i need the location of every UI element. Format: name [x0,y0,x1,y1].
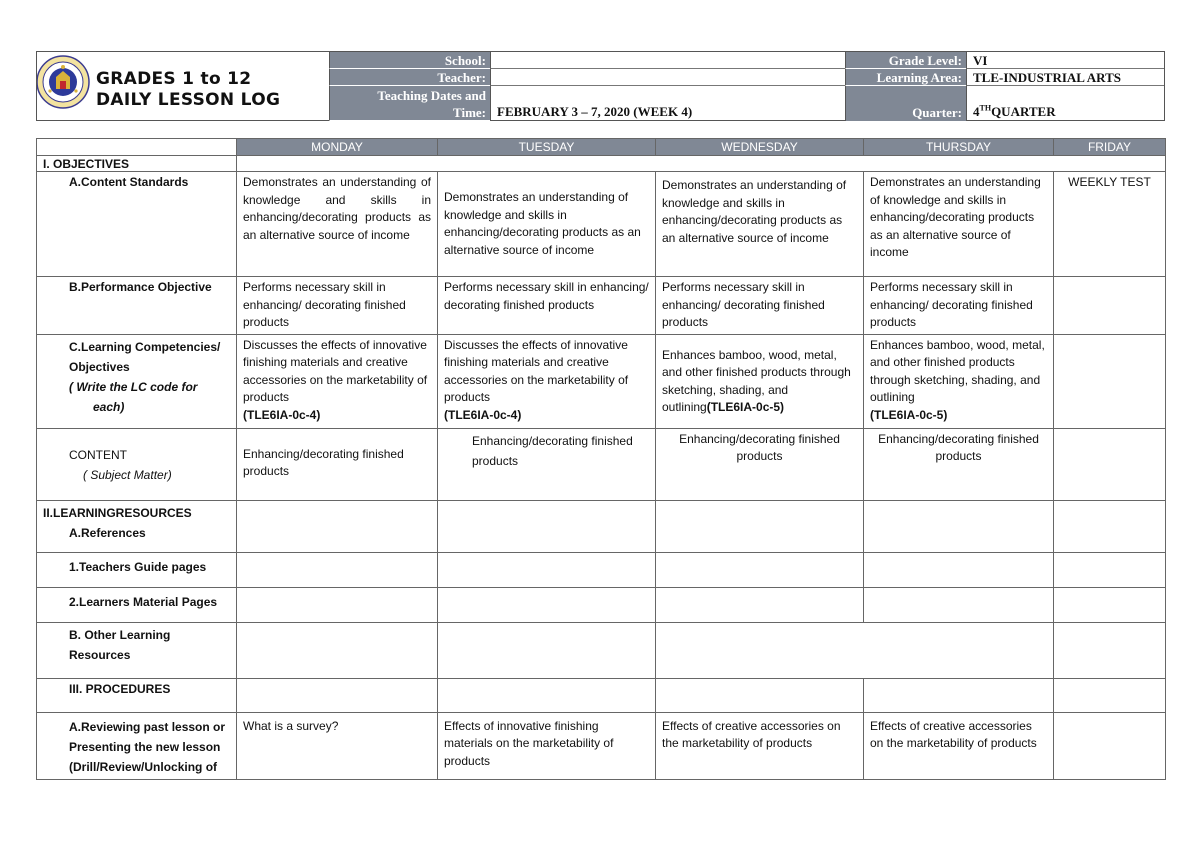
teaching-dates-label [329,86,490,121]
content-standards-monday[interactable]: Demonstrates an understanding of knowledge and skills in enhancing/decorating products as an alternative source of income [237,172,438,277]
learners-material-monday[interactable] [237,587,438,622]
references-monday[interactable] [237,500,438,552]
learning-area-value[interactable]: TLE-INDUSTRIAL ARTS [966,69,1164,86]
teacher-value[interactable] [490,69,845,86]
content-note: ( Subject Matter) [83,467,172,482]
competency-code: (TLE6IA-0c-5) [706,400,785,414]
competencies-label [37,334,237,428]
teaching-dates-label-line2: Time: [453,105,486,120]
school-label: School: [329,52,490,69]
performance-objective-friday[interactable] [1054,277,1166,335]
table-row [37,428,1166,500]
other-resources-tuesday[interactable] [438,622,656,678]
references-label: A.References [69,525,146,540]
procedures-label [37,678,237,712]
competencies-label-line2: Objectives [69,359,130,374]
school-value[interactable] [490,52,845,69]
performance-objective-tuesday[interactable]: Performs necessary skill in enhancing/ decorating finished products [438,277,656,335]
references-thursday[interactable] [864,500,1054,552]
competency-text: Discusses the effects of innovative finishing materials and creative accessories on the marketability of products [243,337,428,404]
day-header-monday: MONDAY [237,139,438,156]
quarter-value[interactable] [966,86,1164,121]
performance-objective-monday[interactable]: Performs necessary skill in enhancing/ decorating finished products [237,277,438,335]
competencies-label-line1: C.Learning Competencies/ [69,339,221,354]
header-info-box [36,51,1165,121]
teachers-guide-thursday[interactable] [864,552,1054,587]
teaching-dates-label-line1: Teaching Dates and [377,88,486,103]
table-row [37,587,1166,622]
learners-material-friday[interactable] [1054,587,1166,622]
teachers-guide-label-text: 1.Teachers Guide pages [69,559,207,574]
day-header-friday: FRIDAY [1054,139,1166,156]
procedures-wednesday[interactable] [656,678,864,712]
competencies-note: ( Write the LC code for each) [69,379,198,414]
competencies-tuesday[interactable] [438,334,656,428]
objectives-section-label: I. OBJECTIVES [37,156,237,172]
teachers-guide-wednesday[interactable] [656,552,864,587]
references-tuesday[interactable] [438,500,656,552]
quarter-number: 4 [973,104,980,119]
content-standards-label-text: A.Content Standards [69,175,189,189]
references-wednesday[interactable] [656,500,864,552]
teachers-guide-monday[interactable] [237,552,438,587]
grade-level-value[interactable]: VI [966,52,1164,69]
teachers-guide-friday[interactable] [1054,552,1166,587]
learners-material-thursday[interactable] [864,587,1054,622]
document-title-line2: DAILY LESSON LOG [96,90,281,110]
competencies-friday[interactable] [1054,334,1166,428]
learning-area-label: Learning Area: [845,69,966,86]
grade-level-label: Grade Level: [845,52,966,69]
other-resources-friday[interactable] [1054,622,1166,678]
content-standards-friday[interactable]: WEEKLY TEST [1054,172,1166,277]
corner-cell [37,139,237,156]
competencies-thursday[interactable] [864,334,1054,428]
table-row [37,156,1166,172]
quarter-label: Quarter: [845,86,966,121]
table-row [37,622,1166,678]
performance-objective-wednesday[interactable]: Performs necessary skill in enhancing/ decorating finished products [656,277,864,335]
other-resources-label [37,622,237,678]
competency-code: (TLE6IA-0c-5) [870,407,948,422]
performance-objective-label-text: B.Performance Objective [69,280,212,294]
teachers-guide-tuesday[interactable] [438,552,656,587]
content-tuesday[interactable]: Enhancing/decorating finished products [438,428,656,500]
teaching-dates-value[interactable]: FEBRUARY 3 – 7, 2020 (WEEK 4) [490,86,845,121]
competency-code: (TLE6IA-0c-4) [444,407,522,422]
learning-resources-label [37,500,237,552]
reviewing-wednesday[interactable]: Effects of creative accessories on the marketability of products [656,712,864,779]
quarter-word: QUARTER [991,104,1056,119]
competency-text: Enhances bamboo, wood, metal, and other finished products through sketching, shading, and outlining [870,337,1045,404]
content-standards-tuesday[interactable]: Demonstrates an understanding of knowledge and skills in enhancing/decorating products as an alternative source of income [438,172,656,277]
document-title-line1: GRADES 1 to 12 [96,69,252,89]
learners-material-tuesday[interactable] [438,587,656,622]
procedures-thursday[interactable] [864,678,1054,712]
table-row [37,172,1166,277]
content-standards-label [37,172,237,277]
other-resources-wednesday-thursday[interactable] [656,622,1054,678]
teacher-label: Teacher: [329,69,490,86]
table-row [37,334,1166,428]
learning-resources-label-text: II.LEARNINGRESOURCES [43,505,192,520]
table-row [37,277,1166,335]
other-resources-monday[interactable] [237,622,438,678]
reviewing-thursday[interactable]: Effects of creative accessories on the marketability of products [864,712,1054,779]
objectives-section-cell[interactable] [237,156,1166,172]
competency-text: Discusses the effects of innovative finishing materials and creative accessories on the marketability of products [444,337,629,404]
reviewing-tuesday[interactable]: Effects of innovative finishing materials on the marketability of products [438,712,656,779]
performance-objective-label [37,277,237,335]
table-row [37,552,1166,587]
procedures-friday[interactable] [1054,678,1166,712]
competency-code: (TLE6IA-0c-4) [243,407,321,422]
content-label-text: CONTENT [69,447,127,462]
reviewing-monday[interactable]: What is a survey? [237,712,438,779]
quarter-suffix: TH [979,103,992,113]
reviewing-label [37,712,237,779]
other-resources-label-text: B. Other Learning Resources [69,627,171,662]
procedures-monday[interactable] [237,678,438,712]
procedures-label-text: III. PROCEDURES [69,681,171,696]
competency-text: Enhances bamboo, wood, metal, and other finished products through sketching, shading, and outlining [662,347,851,414]
competencies-wednesday[interactable] [656,334,864,428]
learners-material-label-text: 2.Learners Material Pages [69,594,218,609]
table-row [37,712,1166,779]
day-header-wednesday: WEDNESDAY [656,139,864,156]
reviewing-friday[interactable] [1054,712,1166,779]
procedures-tuesday[interactable] [438,678,656,712]
content-standards-wednesday[interactable]: Demonstrates an understanding of knowledge and skills in enhancing/decorating products as an alternative source of income [656,172,864,277]
content-label [37,428,237,500]
day-header-row [37,139,1166,156]
learners-material-wednesday[interactable] [656,587,864,622]
competencies-monday[interactable] [237,334,438,428]
references-friday[interactable] [1054,500,1166,552]
day-header-thursday: THURSDAY [864,139,1054,156]
performance-objective-thursday[interactable]: Performs necessary skill in enhancing/ decorating finished products [864,277,1054,335]
teachers-guide-label [37,552,237,587]
reviewing-label-text: A.Reviewing past lesson or Presenting the new lesson (Drill/Review/Unlocking of [69,719,226,774]
day-header-tuesday: TUESDAY [438,139,656,156]
content-monday[interactable]: Enhancing/decorating finished products [237,428,438,500]
learners-material-label [37,587,237,622]
content-thursday[interactable]: Enhancing/decorating finished products [864,428,1054,500]
content-wednesday[interactable]: Enhancing/decorating finished products [656,428,864,500]
lesson-log-table [36,138,1166,780]
content-standards-thursday[interactable]: Demonstrates an understanding of knowledge and skills in enhancing/decorating products as an alternative source of income [864,172,1054,277]
table-row [37,500,1166,552]
table-row [37,678,1166,712]
content-friday[interactable] [1054,428,1166,500]
